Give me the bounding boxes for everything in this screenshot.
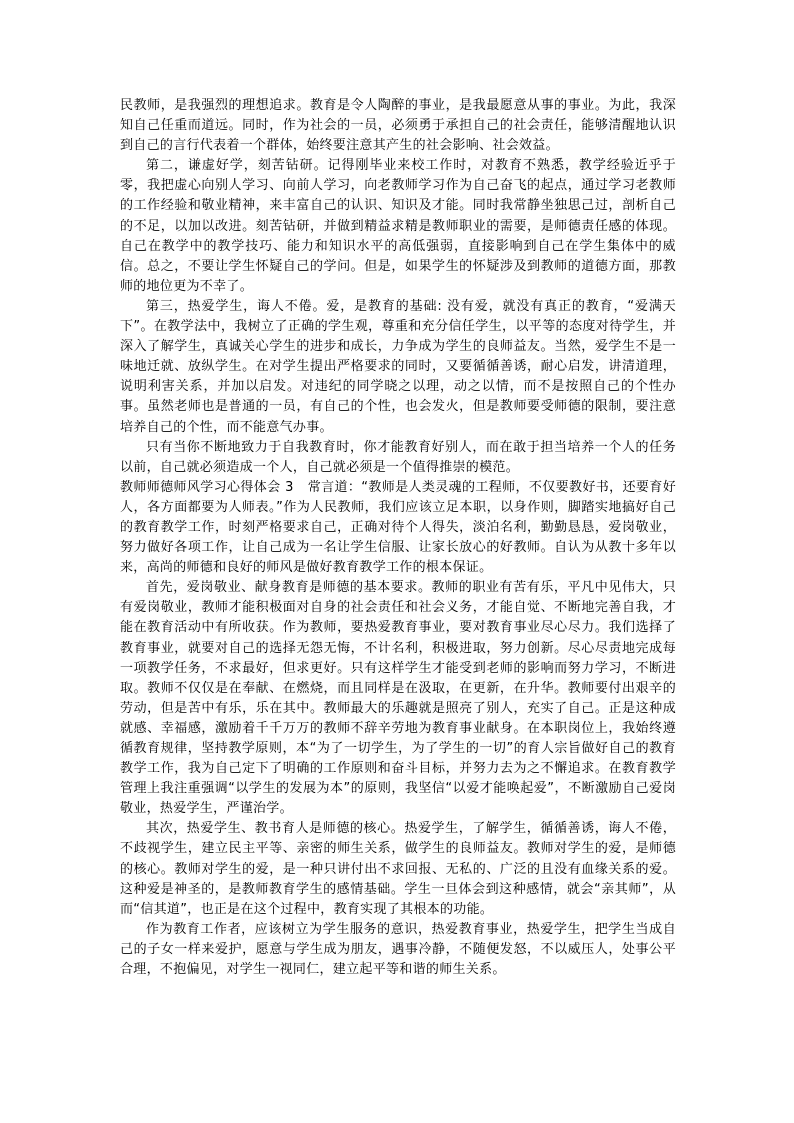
paragraph: 第二，谦虚好学，刻苦钻研。记得刚毕业来校工作时，对教育不熟悉，教学经验近乎于零，我把虚心向别人学习、向前人学习，向老教师学习作为自己奋飞的起点，通过学习老教师的工作经验和敬业精神，来丰富自己的认识、知识及才能。同时我常静坐独思己过，剖析自己的不足，以加以改进。刻苦钻研，并做到精益求精是教师职业的需要，是师德责任感的体现。自己在教学中的教学技巧、能力和知识水平的高低强弱，直接影响到自己在学生集体中的威信。总之，不要让学生怀疑自己的学问。但是，如果学生的怀疑涉及到教师的道德方面，那教师的地位更为不幸了。 — [120, 158, 676, 294]
paragraph: 民教师，是我强烈的理想追求。教育是令人陶醉的事业，是我最愿意从事的事业。为此，我深知自己任重而道远。同时，作为社会的一员，必须勇于承担自己的社会责任，能够清醒地认识到自己的言行代表着一个群体，始终要注意其产生的社会影响、社会效益。 — [120, 98, 676, 154]
paragraph: 第三，热爱学生，诲人不倦。爱，是教育的基础: 没有爱，就没有真正的教育，“爱满天下”。在教学法中，我树立了正确的学生观，尊重和充分信任学生，以平等的态度对待学生，并深入了解学生，真诚关心学生的进步和成长，力争成为学生的良师益友。当然，爱学生不是一味地迁就、放纵学生。在对学生提出严格要求的同时，又要循循善诱，耐心启发，讲清道理，说明利害关系，并加以启发。对违纪的同学晓之以理，动之以情，而不是按照自己的个性办事。虽然老师也是普通的一员，有自己的个性，也会发火，但是教师要受师德的限制，要注意培养自己的个性，而不能意气办事。 — [120, 298, 676, 435]
paragraph: 作为教育工作者，应该树立为学生服务的意识，热爱教育事业，热爱学生，把学生当成自己的子女一样来爱护，愿意与学生成为朋友，遇事冷静，不随便发怒，不以威压人，处事公平合理，不抱偏见，对学生一视同仁，建立起平等和谐的师生关系。 — [120, 921, 676, 978]
paragraph: 其次，热爱学生、教书育人是师德的核心。热爱学生，了解学生，循循善诱，诲人不倦，不歧视学生，建立民主平等、亲密的师生关系，做学生的良师益友。教师对学生的爱，是师德的核心。教师对学生的爱，是一种只讲付出不求回报、无私的、广泛的且没有血缘关系的爱。这种爱是神圣的，是教师教育学生的感情基础。学生一旦体会到这种感情，就会“亲其师”，从而“信其道”，也正是在这个过程中，教育实现了其根本的功能。 — [120, 821, 676, 917]
paragraph: 只有当你不断地致力于自我教育时，你才能教育好别人，而在敢于担当培养一个人的任务以前，自己就必须造成一个人，自己就必须是一个值得推崇的模范。 — [120, 439, 676, 475]
paragraph: 首先，爱岗敬业、献身教育是师德的基本要求。教师的职业有苦有乐，平凡中见伟大，只有爱岗敬业，教师才能积极面对自身的社会责任和社会义务，才能自觉、不断地完善自我，才能在教育活动中有所收获。作为教师，要热爱教育事业，要对教育事业尽心尽力。我们选择了教育事业，就要对自己的选择无怨无悔，不计名利，积极进取，努力创新。尽心尽责地完成每一项教学任务，不求最好，但求更好。只有这样学生才能受到老师的影响而努力学习，不断进取。教师不仅仅是在奉献、在燃烧，而且同样是在汲取，在更新，在升华。教师要付出艰辛的劳动，但是苦中有乐，乐在其中。教师最大的乐趣就是照亮了别人，充实了自己。正是这种成就感、幸福感，激励着千千万万的教师不辞辛劳地为教育事业献身。在本职岗位上，我始终遵循教育规律，坚持教学原则，本“为了一切学生，为了学生的一切”的育人宗旨做好自己的教育教学工作，我为自己定下了明确的工作原则和奋斗目标，并努力去为之不懈追求。在教育教学管理上我注重强调“以学生的发展为本”的原则，我坚信“以爱才能唤起爱”，不断激励自己爱岗敬业，热爱学生，严谨治学。 — [120, 580, 676, 817]
section-heading: 教师师德师风学习心得体会 3 — [120, 479, 294, 495]
document-page — [120, 96, 676, 980]
paragraph-text: 常言道：“教师是人类灵魂的工程师，不仅要教好书，还要育好人，各方面都要为人师表。”作为人民教师，我们应该立足本职，以身作则，脚踏实地搞好自己的教育教学工作，时刻严格要求自己，正确对待个人得失，淡泊名利，勤勤恳恳，爱岗敬业，努力做好各项工作，让自己成为一名让学生信服、让家长放心的好教师。自认为从教十多年以来，高尚的师德和良好的师风是做好教育教学工作的根本保证。 — [120, 479, 676, 576]
paragraph-with-heading — [120, 478, 676, 578]
